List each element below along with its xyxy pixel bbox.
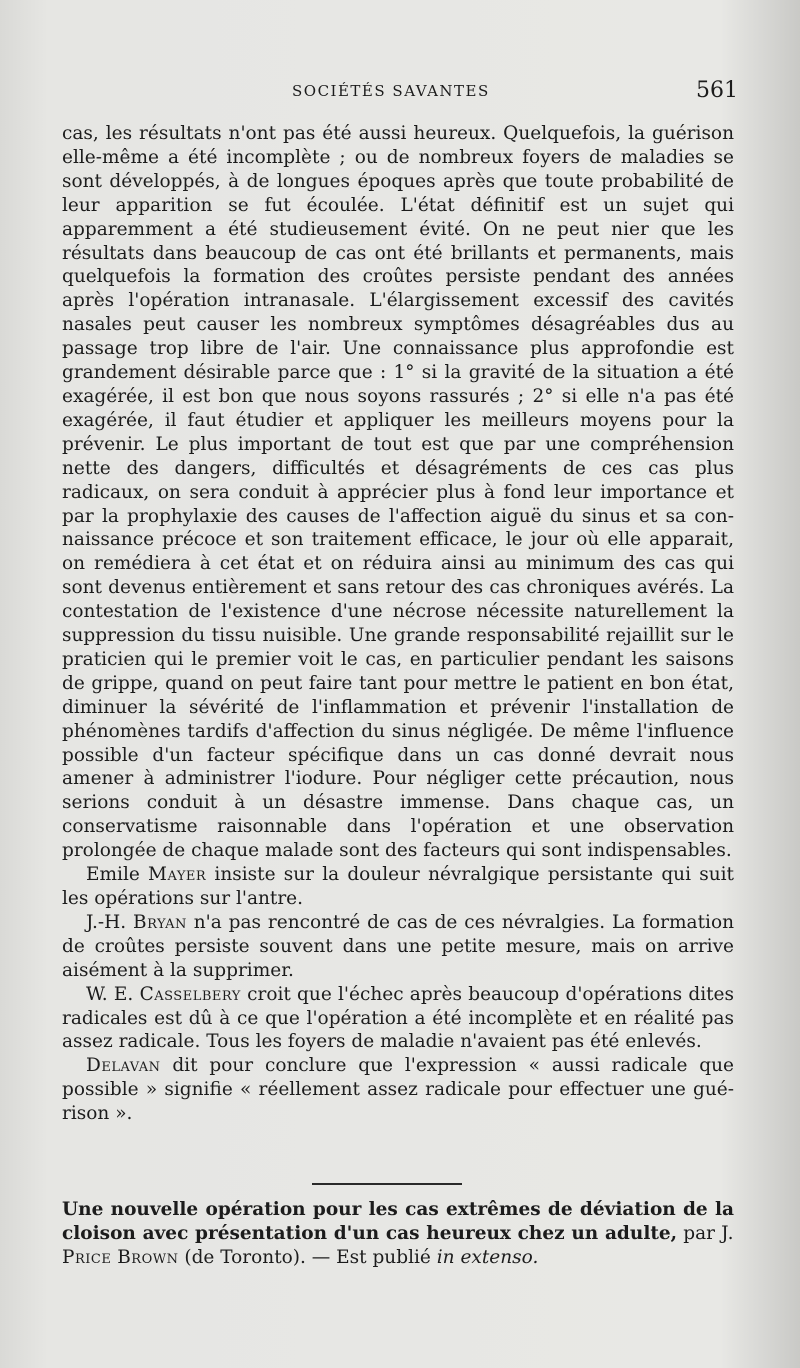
speaker-remark: croit que l'échec après beaucoup d'opérations dites radicales est dû à ce que l'opération a été incomplète et en réalité pas assez radicale. Tous les foyers de maladie n'avaient pas été enlevés. bbox=[62, 983, 734, 1053]
article-by: par bbox=[683, 1223, 715, 1244]
speaker-surname: Bryan bbox=[133, 911, 187, 933]
article-title: Une nouvelle opération pour les cas extrêmes de déviation de la cloison avec présentation d'un cas heureux chez un adulte, bbox=[62, 1199, 734, 1244]
speaker-remark: n'a pas rencontré de cas de ces névralgies. La formation de croûtes persiste souvent dans une petite mesure, mais on arrive aisément à la supprimer. bbox=[62, 911, 734, 981]
note-italic: in extenso. bbox=[436, 1247, 539, 1268]
paragraph-bryan bbox=[62, 911, 734, 983]
author-affiliation: (de Toronto). bbox=[184, 1247, 306, 1268]
paragraph-discussion-conclusion: cas, les résultats n'ont pas été aussi heureux. Quelquefois, la guérison elle-même a été incomplète ; ou de nombreux foyers de maladies se sont développés, à de longues époques après que toute probabilité de leur apparition se fut écoulée. L'état définitif est un sujet qui apparemment a été studieusement évité. On ne peut nier que les résultats dans beaucoup de cas ont été brillants et permanents, mais quelquefois la formation des croûtes persiste pendant des années après l'opération intranasale. L'élargissement excessif des cavités nasales peut causer les nombreux symptômes désagréables dus au passage trop libre de l'air. Une connaissance plus approfondie est grandement désirable parce que : 1° si la gravité de la situation a été exagérée, il est bon que nous soyons rassurés ; 2° si elle n'a pas été exagérée, il faut étudier et appliquer les meilleurs moyens pour la prévenir. Le plus important de tout est que par une compréhension nette des dangers, difficultés et désagréments de ces cas plus radicaux, on sera conduit à apprécier plus à fond leur importance et par la prophylaxie des causes de l'affection aiguë du sinus et sa connaissance précoce et son traitement efficace, le jour où elle apparait, on remédiera à cet état et on réduira ainsi au minimum des cas qui sont devenus entièrement et sans retour des cas chroniques avérés. La contestation de l'existence d'une nécrose nécessite naturellement la suppression du tissu nuisible. Une grande responsabilité rejaillit sur le praticien qui le premier voit le cas, en particulier pendant les saisons de grippe, quand on peut faire tant pour mettre le patient en bon état, diminuer la sévérité de l'inflammation et prévenir l'installation de phénomènes tardifs d'affection du sinus négligée. De même l'influence possible d'un facteur spécifique dans un cas donné devrait nous amener à administrer l'iodure. Pour négliger cette précaution, nous serions conduit à un désastre immense. Dans chaque cas, un conservatisme raisonnable dans l'opération et une observation prolongée de chaque malade sont des facteurs qui sont indispensables. bbox=[62, 123, 734, 862]
note-text: Est publié bbox=[336, 1247, 431, 1268]
speaker-remark: insiste sur la douleur névralgique persistante qui suit les opérations sur l'antre. bbox=[62, 864, 734, 909]
section-divider bbox=[312, 1183, 462, 1185]
paragraph-delavan bbox=[62, 1054, 734, 1126]
speaker-given-name: J.-H. bbox=[86, 911, 127, 933]
author-given-name: J. Price bbox=[62, 1223, 734, 1268]
speaker-given-name: Emile bbox=[86, 864, 140, 886]
speaker-surname: Delavan bbox=[86, 1055, 161, 1077]
running-head: SOCIÉTÉS SAVANTES bbox=[292, 82, 490, 100]
page-header bbox=[62, 78, 738, 108]
author-surname: Brown bbox=[117, 1247, 179, 1268]
body-text bbox=[62, 122, 734, 1126]
speaker-surname: Mayer bbox=[148, 864, 207, 886]
speaker-surname: Casselbery bbox=[139, 983, 241, 1005]
speaker-remark: dit pour conclure que l'expression « aussi radicale que possible » signifie « réellement assez radicale pour effectuer une guérison ». bbox=[62, 1055, 734, 1125]
article-note bbox=[336, 1247, 538, 1268]
speaker-given-name: W. E. bbox=[86, 983, 134, 1005]
em-dash: — bbox=[311, 1247, 331, 1268]
paragraph-casselbery bbox=[62, 983, 734, 1055]
page-number: 561 bbox=[696, 78, 738, 103]
paragraph-mayer bbox=[62, 863, 734, 911]
new-article-entry bbox=[62, 1198, 734, 1270]
